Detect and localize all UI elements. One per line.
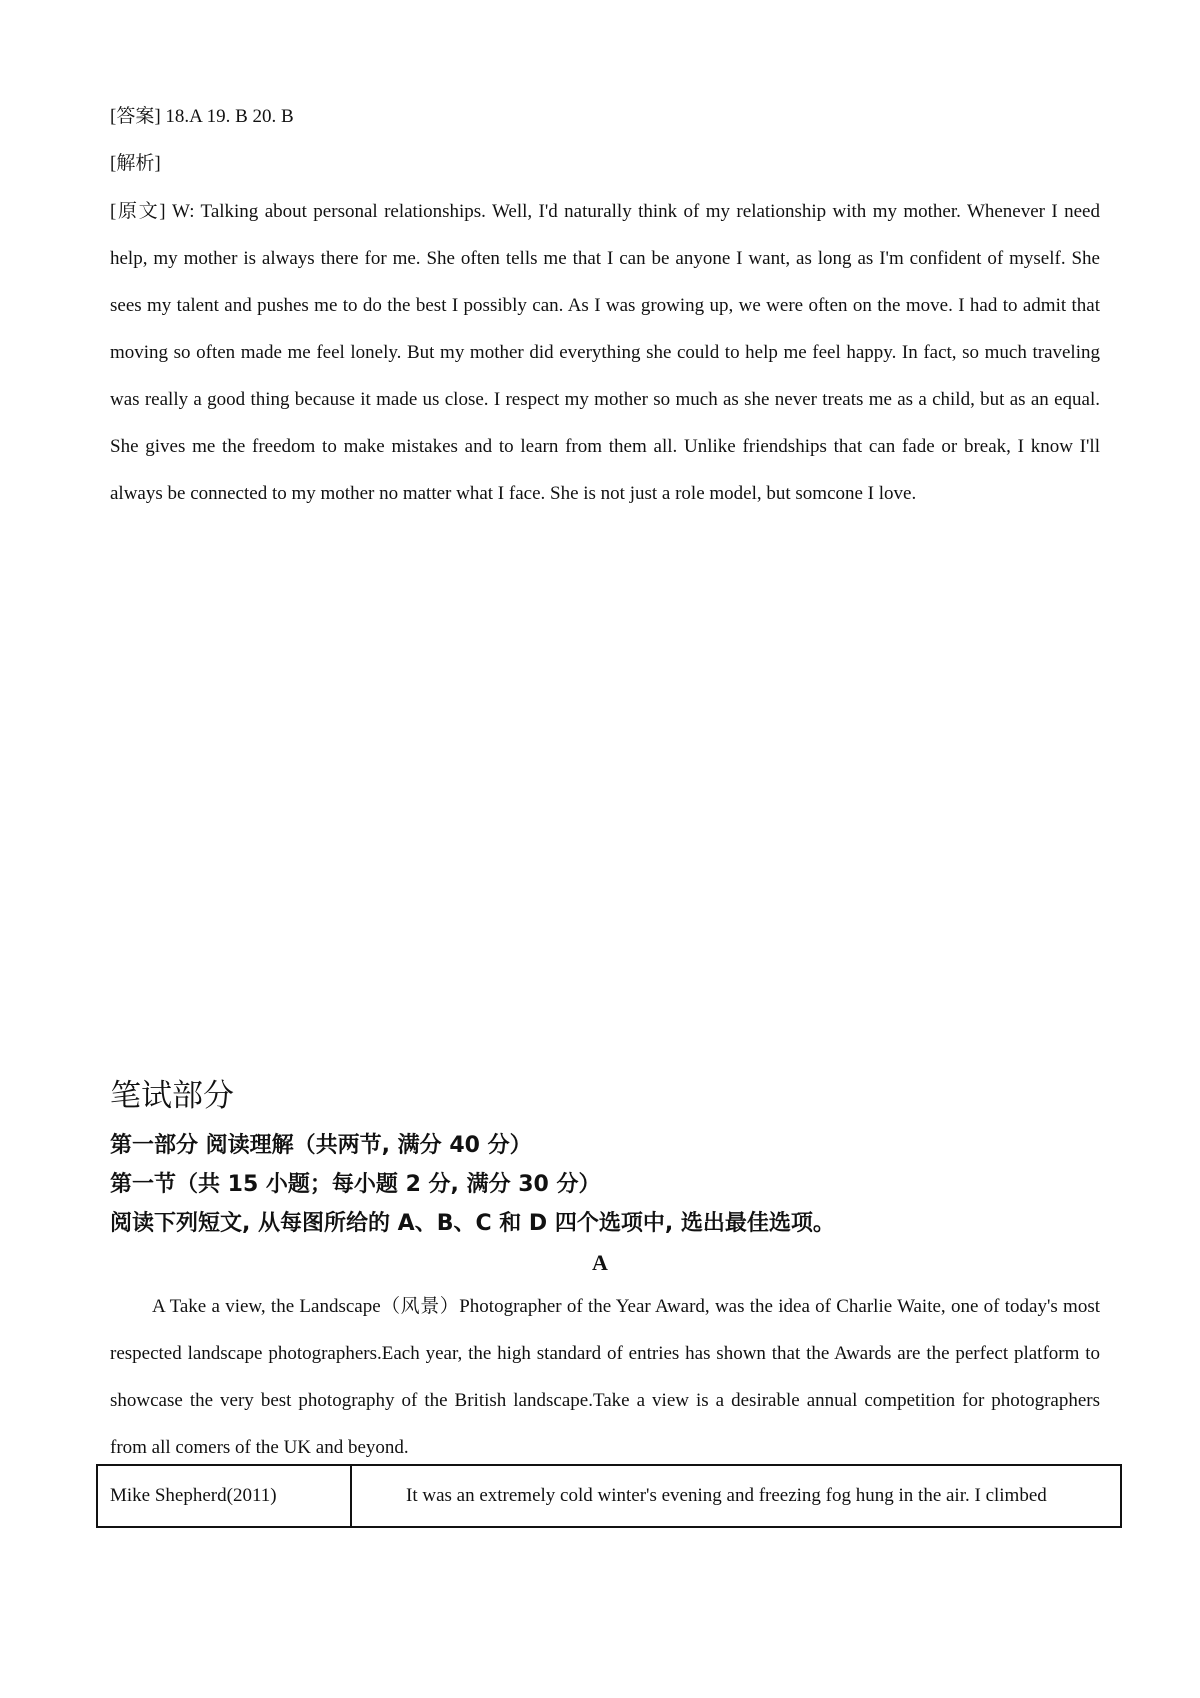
transcript-text: [原文] W: Talking about personal relationships. Well, I'd naturally think of my relationship with my mother. Whenever I need help, my mother is always there for me. She often tells me that I can be anyone I want, as long as I'm confident of myself. She sees my talent and pushes me to do the best I possibly can. As I was growing up, we were often on the move. I had to admit that moving so often made me feel lonely. But my mother did everything she could to help me feel happy. In fact, so much traveling was really a good thing because it made us close. I respect my mother so much as she never treats me as a child, but as an equal. She gives me the freedom to make mistakes and to learn from them all. Unlike friendships that can fade or break, I know I'll always be connected to my mother no matter what I face. She is not just a role model, but somcone I love.: [110, 201, 1100, 504]
transcript-paragraph: [110, 188, 1100, 517]
table-row: [97, 1465, 1121, 1527]
instruction-text: 阅读下列短文, 从每图所给的 A、B、C 和 D 四个选项中, 选出最佳选项。: [110, 1211, 835, 1236]
passage-paragraph: [110, 1283, 1100, 1471]
analysis-label: [解析]: [110, 153, 161, 174]
table-cell-name: Mike Shepherd(2011): [97, 1465, 351, 1527]
passage-letter: A: [592, 1250, 608, 1275]
entries-table: [96, 1464, 1122, 1528]
table-cell-text: It was an extremely cold winter's evening and freezing fog hung in the air. I climbed: [351, 1465, 1121, 1527]
passage-text: A Take a view, the Landscape（风景）Photographer of the Year Award, was the idea of Charlie Waite, one of today's most respected landscape photographers.Each year, the high standard of entries has shown that the Awards are the perfect platform to showcase the very best photography of the British landscape.Take a view is a desirable annual competition for photographers from all comers of the UK and beyond.: [110, 1296, 1100, 1458]
answer-line: [答案] 18.A 19. B 20. B: [110, 106, 294, 127]
part-one-heading: 第一部分 阅读理解（共两节, 满分 40 分）: [110, 1133, 532, 1158]
section-title: 笔试部分: [110, 1078, 234, 1114]
section-one-heading: 第一节（共 15 小题；每小题 2 分, 满分 30 分）: [110, 1172, 601, 1197]
